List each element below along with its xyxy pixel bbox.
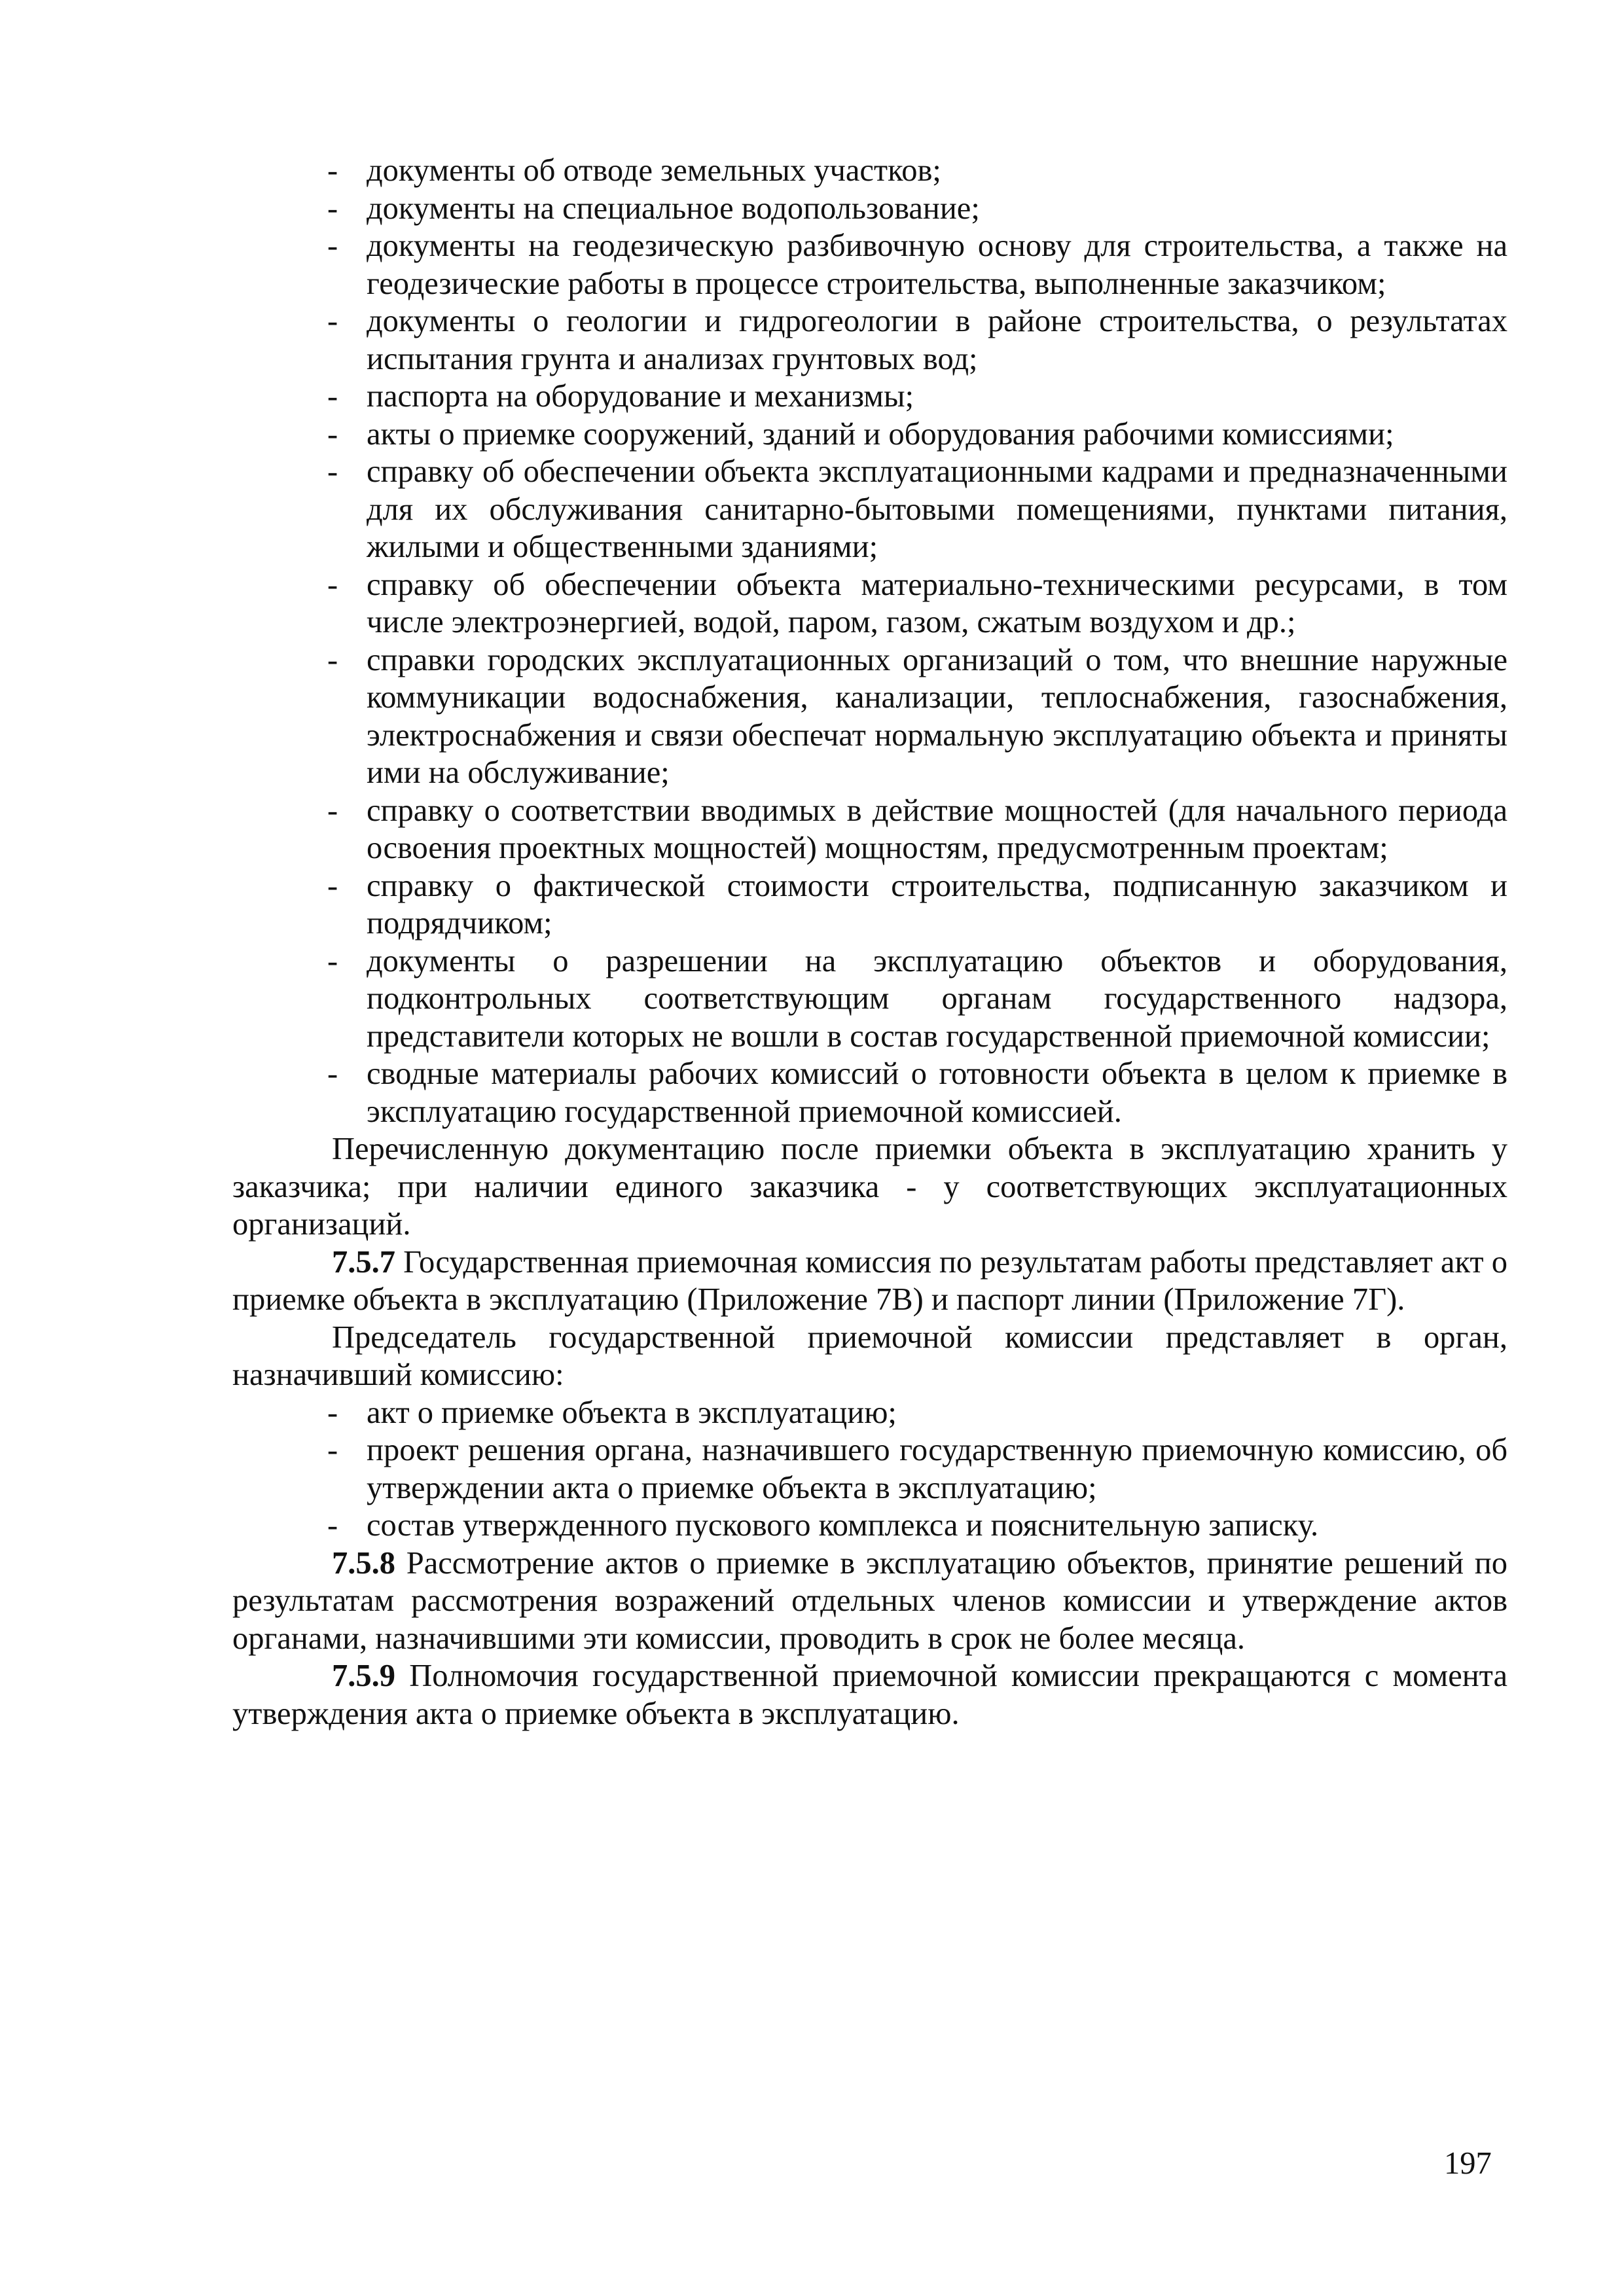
list-item-text: справку о соответствии вводимых в действие мощностей (для начального периода освоения проектных мощностей) мощностям, предусмотренным проектам; — [367, 793, 1507, 865]
list-dash: - — [327, 379, 338, 414]
list-item-text: справку об обеспечении объекта эксплуатационными кадрами и предназначенными для их обслуживания санитарно-бытовыми помещениями, пунктами питания, жилыми и общественными зданиями; — [367, 454, 1507, 564]
page-body — [232, 152, 1507, 1732]
list-dash: - — [327, 190, 338, 226]
section-text: Государственная приемочная комиссия по результатам работы представляет акт о приемке объекта в эксплуатацию (Приложение 7В) и паспорт линии (Приложение 7Г). — [232, 1244, 1507, 1317]
list-item-text: сводные материалы рабочих комиссий о готовности объекта в целом к приемке в эксплуатацию государственной приемочной комиссией. — [367, 1056, 1507, 1129]
list-item — [232, 1055, 1507, 1130]
section-number: 7.5.8 — [332, 1545, 395, 1581]
required-documents-list — [232, 152, 1507, 1130]
list-item-text: справку об обеспечении объекта материально-техническими ресурсами, в том числе электроэнергией, водой, паром, газом, сжатым воздухом и др.; — [367, 567, 1507, 639]
list-item-text: проект решения органа, назначившего государственную приемочную комиссию, об утверждении акта о приемке объекта в эксплуатацию; — [367, 1433, 1507, 1505]
list-item-text: документы о геологии и гидрогеологии в районе строительства, о результатах испытания грунта и анализах грунтовых вод; — [367, 304, 1507, 376]
list-item-text: паспорта на оборудование и механизмы; — [367, 379, 914, 414]
list-item — [232, 566, 1507, 641]
list-item — [232, 792, 1507, 867]
chairman-paragraph: Председатель государственной приемочной комиссии представляет в орган, назначивший комиссию: — [232, 1319, 1507, 1392]
section-number: 7.5.7 — [332, 1244, 395, 1280]
list-item-text: документы на специальное водопользование; — [367, 190, 980, 226]
list-dash: - — [327, 943, 338, 978]
section-7-5-9 — [232, 1657, 1507, 1732]
list-item — [232, 1507, 1507, 1545]
list-item — [232, 152, 1507, 190]
list-dash: - — [327, 1056, 338, 1091]
list-item — [232, 227, 1507, 302]
list-item — [232, 641, 1507, 792]
list-item — [232, 453, 1507, 566]
list-item-text: документы о разрешении на эксплуатацию объектов и оборудования, подконтрольных соответствующим органам государственного надзора, представители которых не вошли в состав государственной приемочной комиссии; — [367, 943, 1507, 1054]
list-item-text: акты о приемке сооружений, зданий и оборудования рабочими комиссиями; — [367, 416, 1394, 452]
section-7-5-8 — [232, 1545, 1507, 1658]
list-item — [232, 416, 1507, 454]
list-dash: - — [327, 1508, 338, 1543]
section-text: Полномочия государственной приемочной комиссии прекращаются с момента утверждения акта о приемке объекта в эксплуатацию. — [232, 1659, 1507, 1731]
list-item — [232, 378, 1507, 416]
list-item — [232, 1394, 1507, 1432]
list-item-text: документы об отводе земельных участков; — [367, 153, 941, 188]
list-item — [232, 302, 1507, 378]
section-7-5-7 — [232, 1244, 1507, 1319]
page-number: 197 — [1444, 2146, 1492, 2181]
list-dash: - — [327, 1433, 338, 1467]
list-item — [232, 1431, 1507, 1507]
list-dash: - — [327, 153, 338, 188]
chairman-documents-list — [232, 1394, 1507, 1545]
list-item-text: документы на геодезическую разбивочную основу для строительства, а также на геодезические работы в процессе строительства, выполненные заказчиком; — [367, 228, 1507, 301]
list-dash: - — [327, 416, 338, 452]
storage-paragraph: Перечисленную документацию после приемки объекта в эксплуатацию хранить у заказчика; при наличии единого заказчика - у соответствующих эксплуатационных организаций. — [232, 1132, 1507, 1242]
list-dash: - — [327, 1395, 338, 1430]
list-item-text: справку о фактической стоимости строительства, подписанную заказчиком и подрядчиком; — [367, 868, 1507, 941]
list-dash: - — [327, 642, 338, 677]
section-number: 7.5.9 — [332, 1659, 395, 1693]
list-dash: - — [327, 304, 338, 338]
list-item — [232, 190, 1507, 228]
list-item-text: акт о приемке объекта в эксплуатацию; — [367, 1395, 897, 1430]
list-dash: - — [327, 793, 338, 828]
list-dash: - — [327, 454, 338, 489]
list-item — [232, 942, 1507, 1056]
section-text: Рассмотрение актов о приемке в эксплуатацию объектов, принятие решений по результатам рассмотрения возражений отдельных членов комиссии и утверждение актов органами, назначившими эти комиссии, проводить в срок не более месяца. — [232, 1545, 1507, 1656]
list-dash: - — [327, 868, 338, 903]
list-item-text: справки городских эксплуатационных организаций о том, что внешние наружные коммуникации водоснабжения, канализации, теплоснабжения, газоснабжения, электроснабжения и связи обеспечат нормальную эксплуатацию объекта и приняты ими на обслуживание; — [367, 642, 1507, 790]
list-dash: - — [327, 567, 338, 602]
list-item — [232, 867, 1507, 942]
list-item-text: состав утвержденного пускового комплекса и пояснительную записку. — [367, 1508, 1319, 1543]
list-dash: - — [327, 228, 338, 263]
